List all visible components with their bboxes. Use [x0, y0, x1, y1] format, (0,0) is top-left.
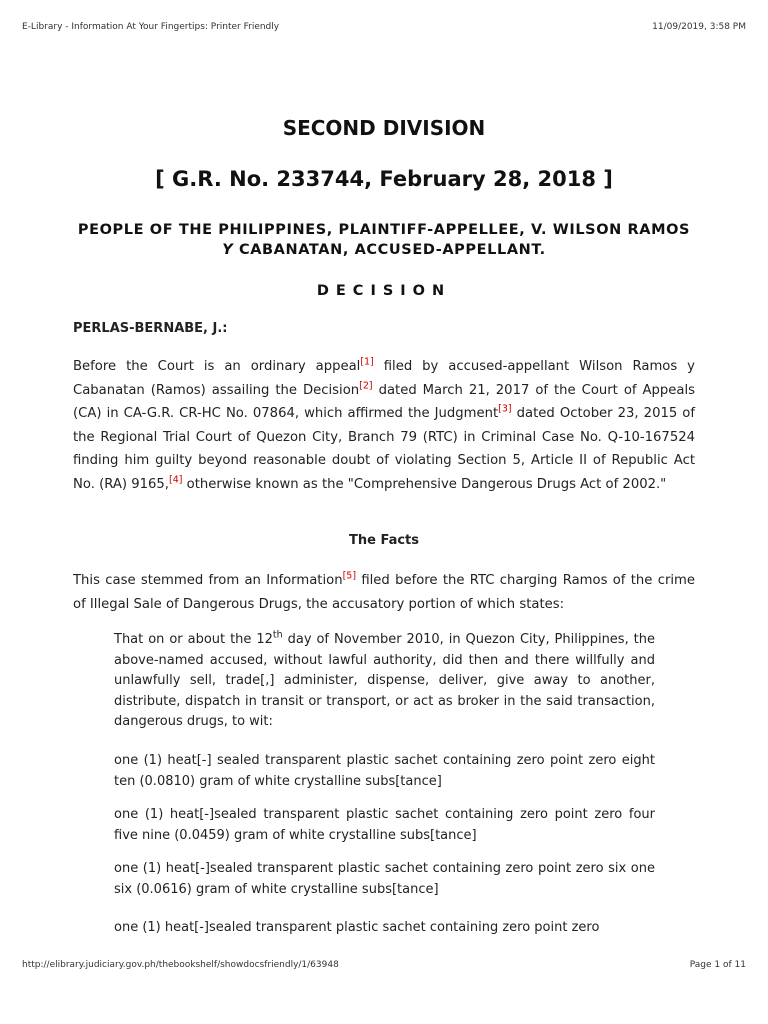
- decision-heading: DECISION: [316, 283, 452, 299]
- parties-text-a: PEOPLE OF THE PHILIPPINES, PLAINTIFF-APPELLEE, V. WILSON RAMOS: [77, 222, 691, 238]
- print-footer: [22, 960, 746, 974]
- paragraph-text: filed by accused-appellant Wilson Ramos y Cabanatan (Ramos) assailing the Decision: [73, 359, 695, 398]
- paragraph-text: dated October 23, 2015 of the Regional Trial Court of Quezon City, Branch 79 (RTC) in Criminal Case No. Q-10-167524 finding him guilty beyond reasonable doubt of violating Section 5, Article II of Republic Act No. (RA) 9165,: [73, 406, 695, 492]
- quoted-item-3: one (1) heat[-]sealed transparent plastic sachet containing zero point zero six one six (0.0616) gram of white crystalline subs[tance]: [114, 861, 655, 897]
- parties-text-b: CABANATAN, ACCUSED-APPELLANT.: [233, 242, 546, 258]
- footnote-link-4[interactable]: [4]: [168, 474, 183, 486]
- quote-text: day of November 2010, in Quezon City, Philippines, the above-named accused, without lawful authority, did then and there willfully and unlawfully sell, trade[,] administer, dispense, deliver, give away to another, distribute, dispatch in transit or transport, or act as broker in the said transaction, dangerous drugs, to wit:: [114, 632, 656, 729]
- paragraph-information: [73, 569, 695, 616]
- paragraph-text: otherwise known as the "Comprehensive Dangerous Drugs Act of 2002.": [182, 476, 667, 492]
- ordinal-suffix: th: [272, 629, 283, 641]
- quoted-item-4: one (1) heat[-]sealed transparent plastic sachet containing zero point zero: [114, 920, 600, 935]
- case-number-heading: [ G.R. No. 233744, February 28, 2018 ]: [155, 167, 613, 191]
- paragraph-text: This case stemmed from an Information: [73, 573, 343, 588]
- ponente: PERLAS-BERNABE, J.:: [73, 321, 228, 336]
- paragraph-text: filed before the RTC charging Ramos of the crime of Illegal Sale of Dangerous Drugs, the accusatory portion of which states:: [73, 573, 695, 612]
- paragraph-text: dated March 21, 2017 of the Court of Appeals (CA) in CA-G.R. CR-HC No. 07864, which affirmed the Judgment: [73, 382, 696, 421]
- footnote-link-2[interactable]: [2]: [359, 380, 373, 392]
- footnote-link-1[interactable]: [1]: [360, 356, 374, 368]
- quoted-item-2: one (1) heat[-]sealed transparent plastic sachet containing zero point zero four five nine (0.0459) gram of white crystalline subs[tance]: [114, 807, 655, 843]
- quoted-item-1: one (1) heat[-] sealed transparent plastic sachet containing zero point zero eight ten (0.0810) gram of white crystalline subs[tance]: [114, 753, 655, 789]
- quoted-accusation: [114, 630, 655, 733]
- facts-heading: The Facts: [348, 533, 419, 548]
- print-header-title: E-Library - Information At Your Fingertips: Printer Friendly: [22, 22, 280, 32]
- quote-text: That on or about the 12: [114, 632, 273, 647]
- print-footer-url: http://elibrary.judiciary.gov.ph/thebookshelf/showdocsfriendly/1/63948: [22, 960, 339, 970]
- print-header-datetime: 11/09/2019, 3:58 PM: [652, 22, 746, 32]
- footnote-link-5[interactable]: [5]: [342, 570, 357, 582]
- paragraph-intro: [73, 355, 695, 496]
- case-parties-heading: [73, 220, 695, 260]
- paragraph-text: Before the Court is an ordinary appeal: [73, 359, 361, 374]
- division-heading: SECOND DIVISION: [282, 116, 486, 140]
- footnote-link-3[interactable]: [3]: [498, 403, 512, 415]
- print-header: [22, 22, 746, 36]
- print-footer-page: Page 1 of 11: [689, 960, 746, 970]
- parties-text-italic: Y: [222, 242, 234, 258]
